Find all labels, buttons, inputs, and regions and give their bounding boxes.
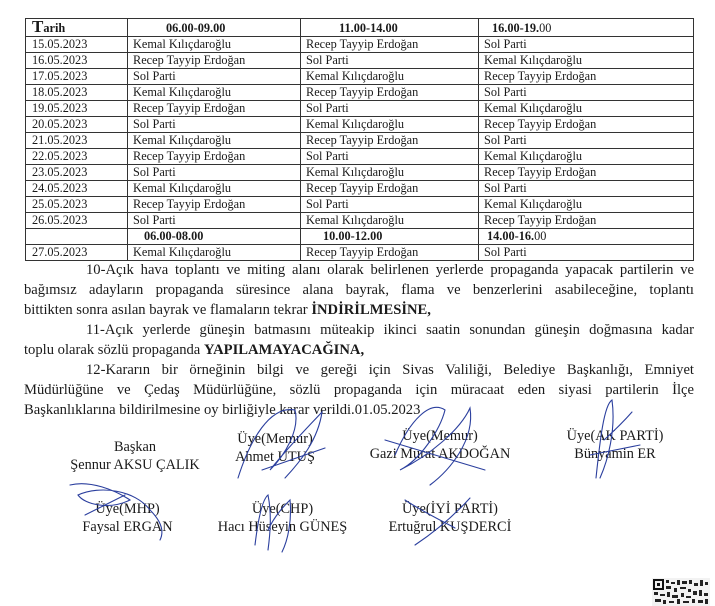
cell-slot-2: Kemal Kılıçdaroğlu [301,117,479,133]
cell-slot-2: Kemal Kılıçdaroğlu [301,69,479,85]
signatory-name: Şennur AKSU ÇALIK [70,457,200,473]
cell-date: 23.05.2023 [26,165,128,181]
cell-slot-1: Recep Tayyip Erdoğan [128,53,301,69]
paragraph-11 [24,320,694,360]
p12-text-1: 12-Kararın bir örneğinin bilgi ve gereği için Sivas Valiliği, Belediye Başkanlığı, Emniyet [86,362,694,378]
table-row [26,165,694,181]
cell-slot-3: Kemal Kılıçdaroğlu [479,53,694,69]
cell-slot-2: Sol Parti [301,101,479,117]
paragraph-10 [24,260,694,320]
cell-slot-1: Kemal Kılıçdaroğlu [128,37,301,53]
signatory-name: Faysal ERGAN [82,519,173,535]
signatory-member-4 [60,500,195,536]
signatory-role: Üye(CHP) [251,501,314,517]
paragraph-10-line-1 [24,260,694,280]
schedule-table [25,18,694,261]
table-row [26,213,694,229]
paragraph-10-line-2: bağımsız adayların propaganda süresince alana bayrak, flama ve benzerlerini asabileceğine, toplantı [24,282,694,298]
header-date [26,19,128,37]
table-row [26,245,694,261]
cell-slot-2: Sol Parti [301,149,479,165]
table-row [26,53,694,69]
header-slot-3 [479,19,694,37]
table-subheader-row [26,229,694,245]
table-row [26,133,694,149]
header-slot-1: 06.00-09.00 [128,19,301,37]
signatory-member-2 [355,427,525,463]
cell-slot-2: Recep Tayyip Erdoğan [301,133,479,149]
cell-date: 27.05.2023 [26,245,128,261]
header-date-rest: arih [43,21,66,35]
p10-text-3: bittikten sonra asılan bayrak ve flamaların tekrar [24,302,312,318]
signatory-member-1 [210,430,340,466]
cell-slot-2: Recep Tayyip Erdoğan [301,181,479,197]
signatory-name: Ertuğrul KUŞDERCİ [388,519,512,535]
signatory-member-5 [200,500,365,536]
cell-slot-2: Kemal Kılıçdaroğlu [301,213,479,229]
cell-slot-1: Sol Parti [128,69,301,85]
paragraph-12 [24,360,694,420]
cell-slot-1: Kemal Kılıçdaroğlu [128,133,301,149]
cell-slot-1: Sol Parti [128,117,301,133]
header-slot-3-bold: 16.00-19. [492,21,540,35]
signatory-name: Gazi Murat AKDOĞAN [369,446,511,462]
cell-slot-2: Sol Parti [301,197,479,213]
cell-date: 19.05.2023 [26,101,128,117]
cell-date: 21.05.2023 [26,133,128,149]
header-date-initial: T [32,18,44,36]
subheader-slot-3 [479,229,694,245]
cell-slot-3: Kemal Kılıçdaroğlu [479,101,694,117]
signatory-role: Üye(AK PARTİ) [566,428,664,444]
signatory-member-6 [375,500,525,536]
cell-slot-3: Recep Tayyip Erdoğan [479,117,694,133]
table-row [26,85,694,101]
cell-slot-1: Kemal Kılıçdaroğlu [128,245,301,261]
table-header-row [26,19,694,37]
cell-slot-2: Recep Tayyip Erdoğan [301,85,479,101]
cell-slot-3: Recep Tayyip Erdoğan [479,165,694,181]
cell-date: 17.05.2023 [26,69,128,85]
signatory-name: Hacı Hüseyin GÜNEŞ [217,519,348,535]
signatory-member-3 [545,427,685,463]
signatory-name: Ahmet UTUŞ [235,449,315,465]
paragraph-12-line-2: Müdürlüğüne ve Çedaş Müdürlüğüne, sözlü propaganda için müracaat eden siyasi partilerin İlçe [24,382,694,398]
cell-slot-1: Recep Tayyip Erdoğan [128,149,301,165]
p11-bold: YAPILAMAYACAĞINA, [203,342,365,358]
signatory-role: Üye(MHP) [95,501,160,517]
cell-slot-1: Kemal Kılıçdaroğlu [128,181,301,197]
signatory-role: Üye(Memur) [237,431,313,447]
cell-slot-3: Sol Parti [479,245,694,261]
subheader-slot-3-bold: 14.00-16. [487,229,535,243]
table-row [26,69,694,85]
p10-bold: İNDİRİLMESİNE, [311,302,431,318]
p11-text-2: toplu olarak sözlü propaganda [24,342,204,358]
cell-slot-3: Kemal Kılıçdaroğlu [479,197,694,213]
table-row [26,117,694,133]
paragraph-11-line-2 [24,340,694,360]
cell-slot-2: Recep Tayyip Erdoğan [301,245,479,261]
cell-slot-1: Sol Parti [128,165,301,181]
subheader-empty [26,229,128,245]
cell-slot-3: Sol Parti [479,37,694,53]
signatory-role: Üye(Memur) [402,428,478,444]
cell-date: 26.05.2023 [26,213,128,229]
cell-slot-3: Kemal Kılıçdaroğlu [479,149,694,165]
cell-slot-3: Sol Parti [479,181,694,197]
header-slot-3-rest: 00 [539,21,552,35]
subheader-slot-2: 10.00-12.00 [301,229,479,245]
cell-slot-1: Recep Tayyip Erdoğan [128,197,301,213]
table-row [26,101,694,117]
header-slot-2: 11.00-14.00 [301,19,479,37]
cell-date: 15.05.2023 [26,37,128,53]
cell-slot-3: Sol Parti [479,133,694,149]
paragraph-10-line-3 [24,300,694,320]
signatory-name: Bünyamin ER [574,446,656,462]
cell-date: 20.05.2023 [26,117,128,133]
paragraph-11-line-1 [24,320,694,340]
cell-slot-2: Sol Parti [301,53,479,69]
cell-date: 18.05.2023 [26,85,128,101]
table-row [26,197,694,213]
signatory-role: Üye(İYİ PARTİ) [402,501,498,517]
cell-date: 24.05.2023 [26,181,128,197]
cell-slot-3: Recep Tayyip Erdoğan [479,69,694,85]
cell-slot-3: Recep Tayyip Erdoğan [479,213,694,229]
cell-date: 22.05.2023 [26,149,128,165]
cell-date: 16.05.2023 [26,53,128,69]
cell-slot-3: Sol Parti [479,85,694,101]
subheader-slot-1: 06.00-08.00 [128,229,301,245]
cell-slot-2: Recep Tayyip Erdoğan [301,37,479,53]
cell-slot-2: Kemal Kılıçdaroğlu [301,165,479,181]
p10-text-1: 10-Açık hava toplantı ve miting alanı olarak belirlenen yerlerde propaganda yapacak partilerin ve [86,262,694,278]
cell-slot-1: Recep Tayyip Erdoğan [128,101,301,117]
signatory-chair [60,438,210,474]
cell-date: 25.05.2023 [26,197,128,213]
subheader-slot-3-rest: 00 [534,229,547,243]
table-row [26,181,694,197]
paragraph-12-line-1 [24,360,694,380]
table-row [26,149,694,165]
signatory-role: Başkan [113,439,157,455]
p11-text-1: 11-Açık yerlerde güneşin batmasını müteakip ikinci saatin sonundan güneşin doğmasına kadar [86,322,694,338]
paragraph-12-line-3: Başkanlıklarına bildirilmesine oy birliğiyle karar verildi.01.05.2023 [24,402,421,418]
cell-slot-1: Sol Parti [128,213,301,229]
table-row [26,37,694,53]
qr-code-icon [652,578,710,606]
cell-slot-1: Kemal Kılıçdaroğlu [128,85,301,101]
